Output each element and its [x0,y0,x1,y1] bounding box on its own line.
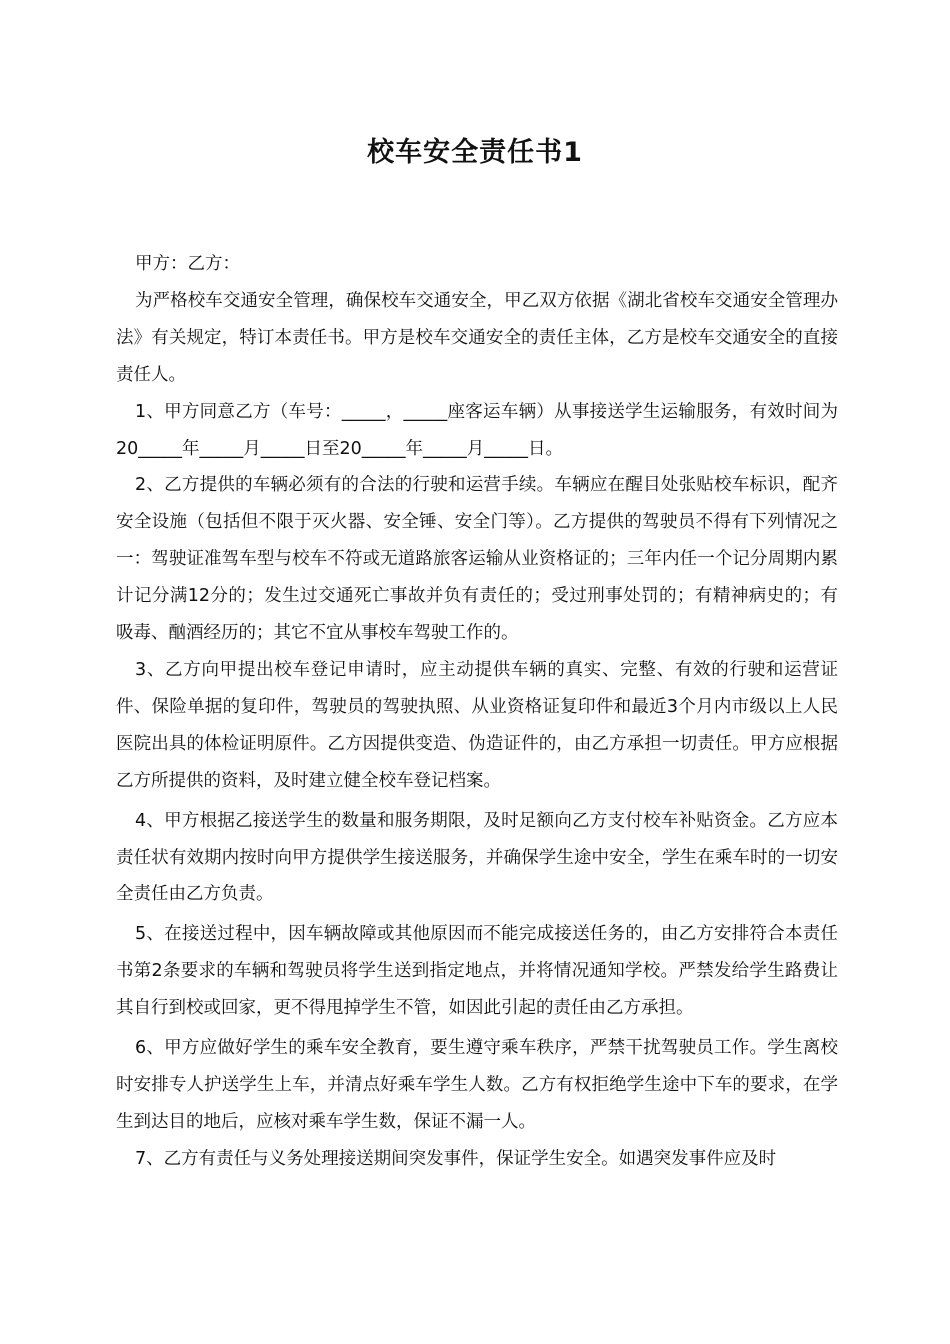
party-line: 甲方：乙方： [135,254,240,274]
clause-3: 3、乙方向甲提出校车登记申请时，应主动提供车辆的真实、完整、有效的行驶和运营证件、保险单据的复印件，驾驶员的驾驶执照、从业资格证复印件和最近3个月内市级以上人民医院出具的体检证明原件。乙方因提供变造、伪造证件的，由乙方承担一切责任。甲方应根据乙方所提供的资料，及时建立健全校车登记档案。 [116,659,838,791]
clause-2: 2、乙方提供的车辆必须有的合法的行驶和运营手续。车辆应在醒目处张贴校车标识，配齐安全设施（包括但不限于灭火器、安全锤、安全门等）。乙方提供的驾驶员不得有下列情况之一：驾驶证准驾车型与校车不符或无道路旅客运输从业资格证的；三年内任一个记分周期内累计记分满12分的；发生过交通死亡事故并负有责任的；受过刑事处罚的；有精神病史的；有吸毒、酗酒经历的；其它不宜从事校车驾驶工作的。 [116,475,838,644]
clause-4: 4、甲方根据乙接送学生的数量和服务期限，及时足额向乙方支付校车补贴资金。乙方应本责任状有效期内按时向甲方提供学生接送服务，并确保学生途中安全，学生在乘车时的一切安全责任由乙方负责。 [116,810,838,905]
document-title: 校车安全责任书1 [367,137,583,168]
document-body [116,246,838,1178]
clause-7: 7、乙方有责任与义务处理接送期间突发事件，保证学生安全。如遇突发事件应及时 [135,1148,777,1169]
clause-5: 5、在接送过程中，因车辆故障或其他原因而不能完成接送任务的，由乙方安排符合本责任书第2条要求的车辆和驾驶员将学生送到指定地点，并将情况通知学校。严禁发给学生路费让其自行到校或回家，更不得甩掉学生不管，如因此引起的责任由乙方承担。 [116,924,838,1019]
clause-1: 1、甲方同意乙方（车号：_____，_____座客运车辆）从事接送学生运输服务，有效时间为20_____年_____月_____日至20_____年_____月_____日。 [116,401,838,459]
intro-paragraph: 为严格校车交通安全管理，确保校车交通安全，甲乙双方依据《湖北省校车交通安全管理办法》有关规定，特订本责任书。甲方是校车交通安全的责任主体，乙方是校车交通安全的直接责任人。 [116,290,838,385]
clause-6: 6、甲方应做好学生的乘车安全教育，要生遵守乘车秩序，严禁干扰驾驶员工作。学生离校时安排专人护送学生上车，并清点好乘车学生人数。乙方有权拒绝学生途中下车的要求，在学生到达目的地后，应核对乘车学生数，保证不漏一人。 [116,1038,838,1132]
